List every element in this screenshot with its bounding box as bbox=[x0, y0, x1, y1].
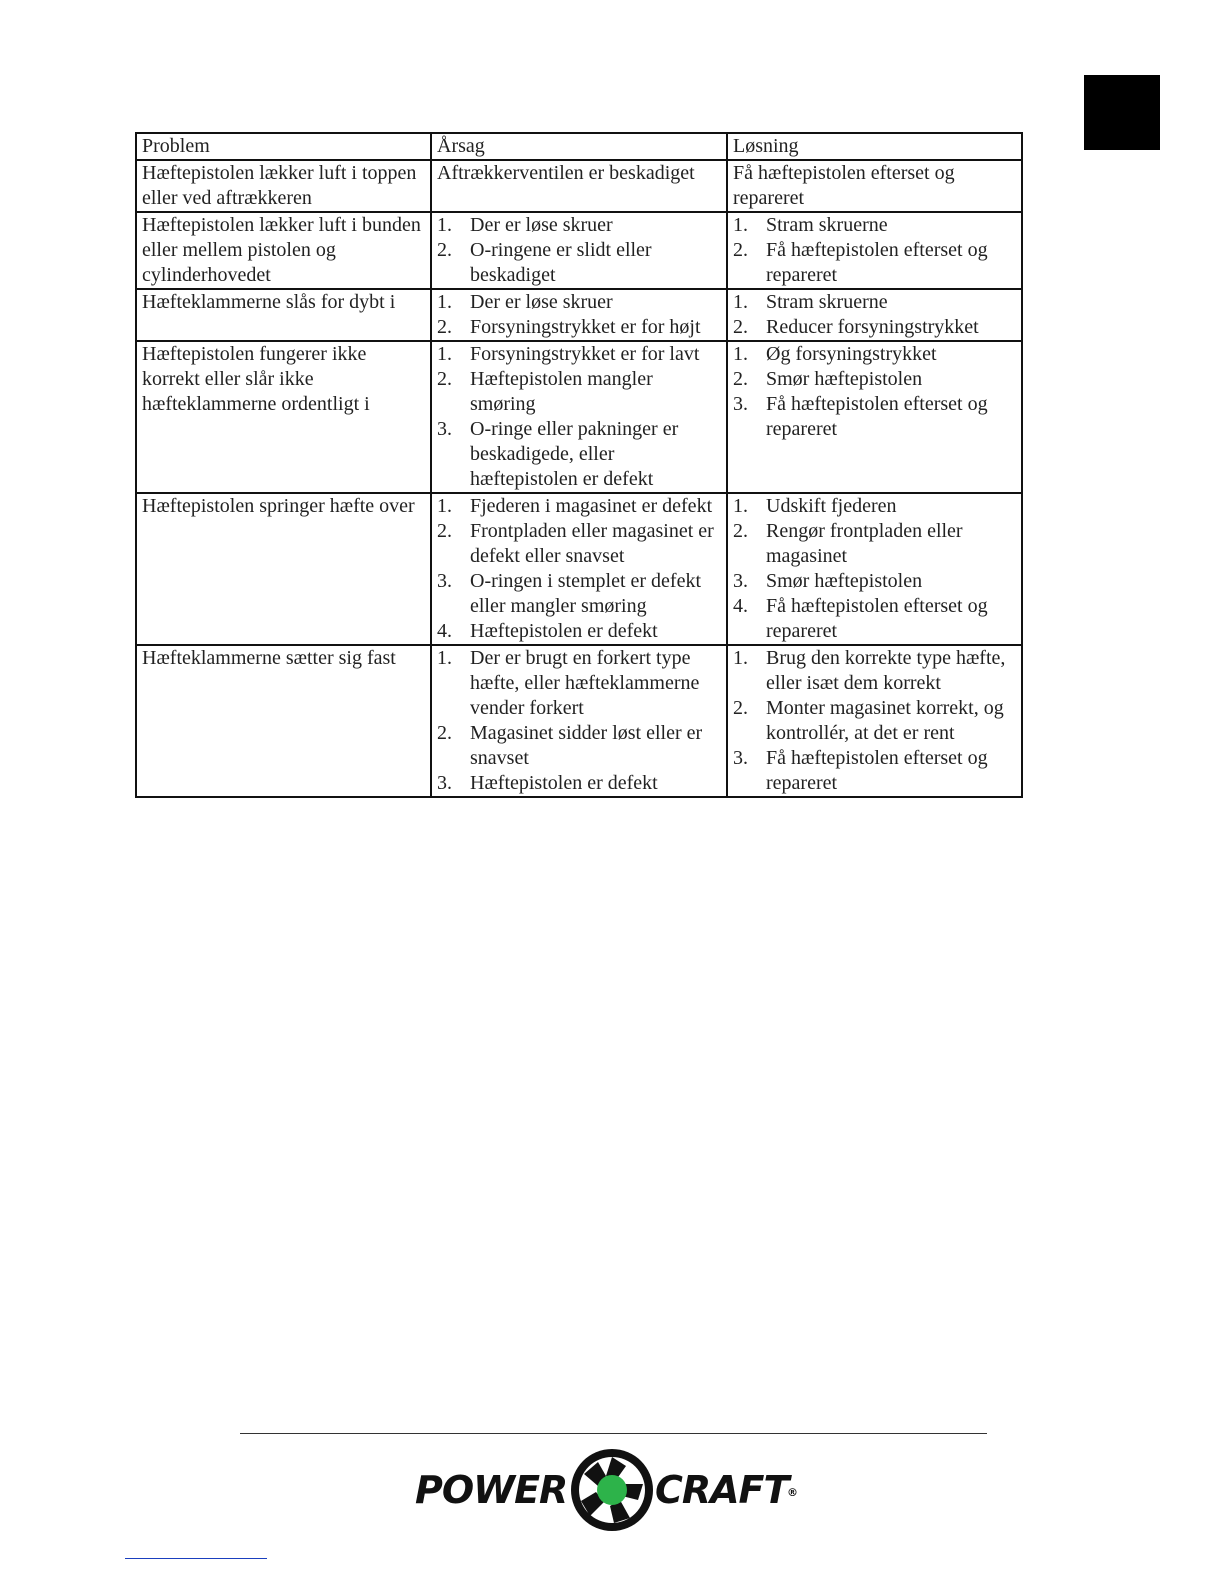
troubleshooting-table bbox=[135, 132, 1023, 798]
problem-cell: Hæftepistolen lækker luft i bunden eller mellem pistolen og cylinderhovedet bbox=[136, 212, 431, 289]
list-item: 2. O-ringene er slidt eller beskadiget bbox=[437, 239, 652, 286]
registered-mark: ® bbox=[787, 1486, 798, 1499]
list-item: 2. Smør hæftepistolen bbox=[733, 368, 923, 390]
aperture-logo-icon bbox=[568, 1446, 656, 1534]
problem-cell: Hæftepistolen lækker luft i toppen eller ved aftrækkeren bbox=[136, 160, 431, 212]
problem-cell: Hæftepistolen fungerer ikke korrekt eller slår ikke hæfteklammerne ordentligt i bbox=[136, 341, 431, 493]
table-header-row bbox=[136, 133, 1022, 160]
logo-word-craft: CRAFT bbox=[655, 1468, 789, 1512]
list-item: 2. Forsyningstrykket er for højt bbox=[437, 316, 701, 338]
solution-cell bbox=[727, 289, 1022, 341]
list-item: 1. Udskift fjederen bbox=[733, 495, 897, 517]
table-row bbox=[136, 645, 1022, 797]
link-underline bbox=[125, 1558, 267, 1559]
cause-cell: Aftrækkerventilen er beskadiget bbox=[431, 160, 727, 212]
header-cause: Årsag bbox=[431, 133, 727, 160]
list-item: 3. O-ringen i stemplet er defekt eller mangler smøring bbox=[437, 570, 702, 617]
cause-list bbox=[437, 646, 722, 796]
solution-cell: Få hæftepistolen efterset og repareret bbox=[727, 160, 1022, 212]
list-item: 2. Rengør frontpladen eller magasinet bbox=[733, 520, 963, 567]
list-item: 2. Magasinet sidder løst eller er snavset bbox=[437, 722, 703, 769]
table-row bbox=[136, 493, 1022, 645]
list-item: 1. Der er løse skruer bbox=[437, 214, 613, 236]
cause-cell bbox=[431, 493, 727, 645]
cause-list bbox=[437, 342, 722, 492]
list-item: 3. Smør hæftepistolen bbox=[733, 570, 923, 592]
solution-list bbox=[733, 213, 1017, 288]
problem-cell: Hæftepistolen springer hæfte over bbox=[136, 493, 431, 645]
list-item: 2. Monter magasinet korrekt, og kontrollér, at det er rent bbox=[733, 697, 1004, 744]
solution-list bbox=[733, 342, 1017, 442]
problem-cell: Hæfteklammerne slås for dybt i bbox=[136, 289, 431, 341]
list-item: 4. Få hæftepistolen efterset og repareret bbox=[733, 595, 988, 642]
list-item: 4. Hæftepistolen er defekt bbox=[437, 620, 658, 642]
page-section-tab bbox=[1084, 75, 1160, 150]
list-item: 1. Øg forsyningstrykket bbox=[733, 343, 937, 365]
cause-list bbox=[437, 213, 722, 288]
cause-cell bbox=[431, 212, 727, 289]
power-craft-logo bbox=[415, 1446, 799, 1534]
problem-cell: Hæfteklammerne sætter sig fast bbox=[136, 645, 431, 797]
list-item: 1. Fjederen i magasinet er defekt bbox=[437, 495, 713, 517]
table-row bbox=[136, 341, 1022, 493]
table-row bbox=[136, 160, 1022, 212]
solution-cell bbox=[727, 341, 1022, 493]
list-item: 2. Frontpladen eller magasinet er defekt eller snavset bbox=[437, 520, 714, 567]
table-row bbox=[136, 212, 1022, 289]
list-item: 1. Forsyningstrykket er for lavt bbox=[437, 343, 700, 365]
cause-cell bbox=[431, 289, 727, 341]
logo-center-dot bbox=[597, 1475, 627, 1505]
header-solution: Løsning bbox=[727, 133, 1022, 160]
solution-list bbox=[733, 494, 1017, 644]
solution-list bbox=[733, 290, 1017, 340]
solution-cell bbox=[727, 645, 1022, 797]
header-problem: Problem bbox=[136, 133, 431, 160]
cause-list bbox=[437, 494, 722, 644]
logo-word-power: POWER bbox=[415, 1468, 568, 1512]
list-item: 1. Stram skruerne bbox=[733, 291, 888, 313]
list-item: 2. Reducer forsyningstrykket bbox=[733, 316, 979, 338]
solution-cell bbox=[727, 493, 1022, 645]
footer-divider bbox=[240, 1433, 987, 1434]
list-item: 1. Der er brugt en forkert type hæfte, eller hæfteklammerne vender forkert bbox=[437, 647, 700, 719]
list-item: 3. Få hæftepistolen efterset og repareret bbox=[733, 747, 988, 794]
solution-list bbox=[733, 646, 1017, 796]
list-item: 1. Der er løse skruer bbox=[437, 291, 613, 313]
list-item: 2. Hæftepistolen mangler smøring bbox=[437, 368, 653, 415]
list-item: 3. O-ringe eller pakninger er beskadigede, eller hæftepistolen er defekt bbox=[437, 418, 679, 490]
list-item: 2. Få hæftepistolen efterset og repareret bbox=[733, 239, 988, 286]
cause-cell bbox=[431, 645, 727, 797]
list-item: 1. Stram skruerne bbox=[733, 214, 888, 236]
list-item: 3. Hæftepistolen er defekt bbox=[437, 772, 658, 794]
table-row bbox=[136, 289, 1022, 341]
list-item: 3. Få hæftepistolen efterset og repareret bbox=[733, 393, 988, 440]
cause-list bbox=[437, 290, 722, 340]
list-item: 1. Brug den korrekte type hæfte, eller isæt dem korrekt bbox=[733, 647, 1006, 694]
cause-cell bbox=[431, 341, 727, 493]
solution-cell bbox=[727, 212, 1022, 289]
